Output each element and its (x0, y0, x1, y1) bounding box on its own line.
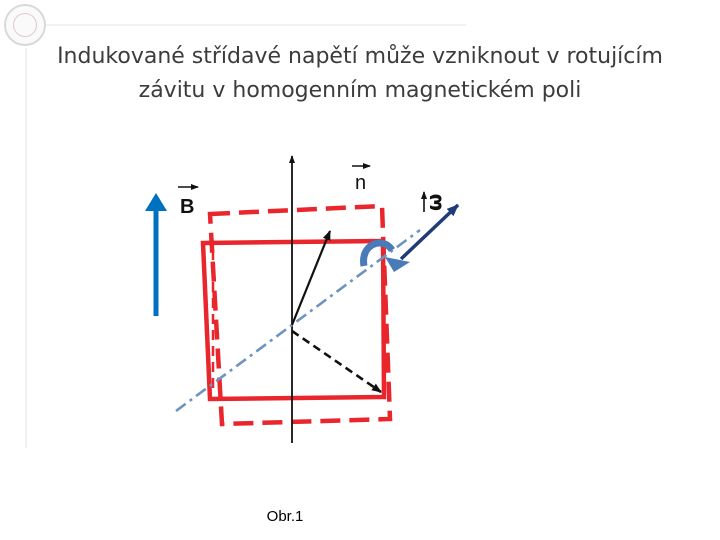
loop-dashed (210, 206, 390, 424)
label-omega: ω (422, 193, 446, 211)
normal-vector-rotated (292, 331, 381, 392)
rotation-arc-head (385, 257, 410, 272)
label-n: n (355, 172, 367, 194)
omega-vector (401, 205, 458, 259)
slide-title-line-1: Indukované střídavé napětí může vzniknout v rotujícím (57, 44, 663, 69)
field-arrow-head (145, 193, 167, 211)
slide-title-line-2: závitu v homogenním magnetickém poli (138, 78, 582, 103)
label-b: B (180, 196, 195, 218)
figure-caption: Obr.1 (266, 508, 304, 525)
